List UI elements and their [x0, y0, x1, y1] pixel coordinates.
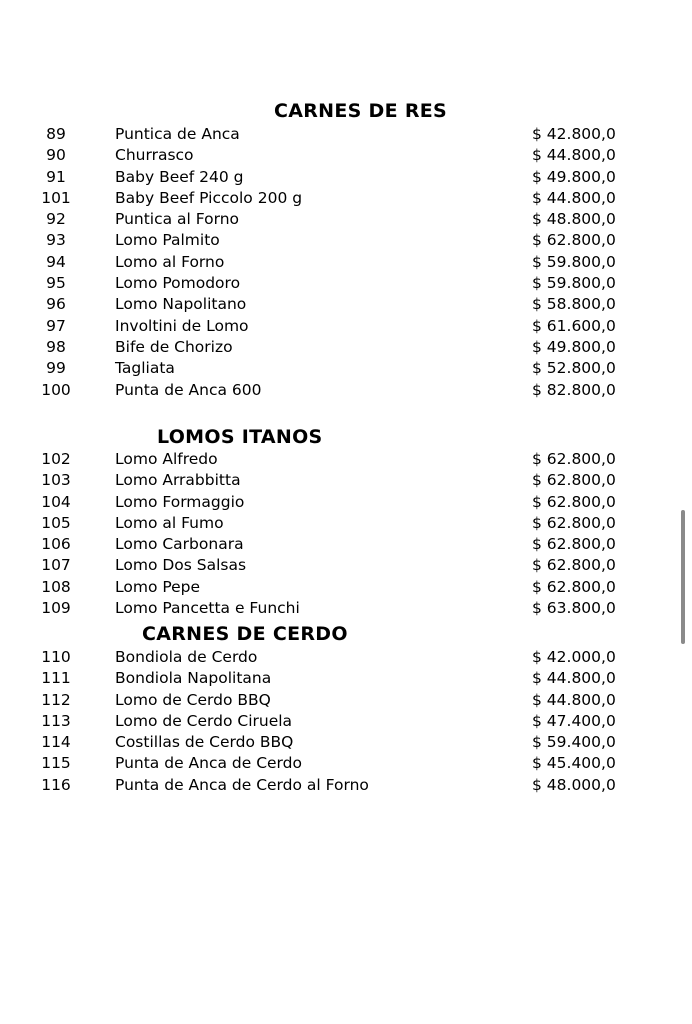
item-price: $ 44.800,0: [532, 690, 616, 709]
item-price: $ 62.800,0: [532, 231, 616, 250]
vertical-scrollbar[interactable]: [681, 510, 685, 644]
item-list: [0, 124, 692, 401]
item-name: Puntica al Forno: [115, 210, 240, 229]
item-price: $ 62.800,0: [532, 492, 616, 511]
item-name: Lomo Formaggio: [115, 492, 245, 511]
item-number: 93: [46, 231, 66, 250]
menu-item: [0, 188, 692, 209]
item-number: 116: [41, 775, 71, 794]
item-price: $ 49.800,0: [532, 167, 616, 186]
item-number: 89: [46, 125, 66, 143]
item-number: 99: [46, 359, 66, 378]
item-name: Lomo Napolitano: [115, 295, 247, 314]
menu-item: [0, 513, 692, 534]
item-number: 91: [46, 167, 66, 186]
item-number: 111: [41, 669, 71, 688]
menu-item: [0, 145, 692, 166]
item-number: 95: [46, 274, 66, 293]
item-number: 105: [41, 513, 71, 532]
item-price: $ 59.800,0: [532, 274, 616, 293]
item-name: Lomo Pepe: [115, 577, 201, 596]
item-number: 97: [46, 316, 66, 335]
item-price: $ 62.800,0: [532, 513, 616, 532]
item-name: Bondiola Napolitana: [115, 669, 272, 688]
item-number: 92: [46, 210, 66, 229]
menu-item: [0, 711, 692, 732]
item-price: $ 62.800,0: [532, 556, 616, 575]
item-number: 102: [41, 450, 71, 468]
item-price: $ 59.400,0: [532, 733, 616, 752]
menu-item: [0, 470, 692, 491]
section-title: CARNES DE CERDO: [142, 623, 348, 645]
menu-item: [0, 273, 692, 294]
item-price: $ 48.800,0: [532, 210, 616, 229]
item-list: [0, 647, 692, 796]
item-name: Lomo al Fumo: [115, 513, 224, 532]
item-number: 115: [41, 754, 71, 773]
item-number: 104: [41, 492, 71, 511]
item-number: 101: [41, 188, 71, 207]
item-price: $ 42.800,0: [532, 125, 616, 143]
menu-item: [0, 534, 692, 555]
item-number: 113: [41, 711, 71, 730]
item-price: $ 62.800,0: [532, 577, 616, 596]
item-list: [0, 449, 692, 619]
item-price: $ 45.400,0: [532, 754, 616, 773]
item-price: $ 44.800,0: [532, 669, 616, 688]
item-number: 100: [41, 380, 71, 399]
item-number: 108: [41, 577, 71, 596]
item-name: Involtini de Lomo: [115, 316, 249, 335]
menu-item: [0, 598, 692, 619]
menu-item: [0, 209, 692, 230]
menu-item: [0, 753, 692, 774]
menu-item: [0, 492, 692, 513]
menu-item: [0, 252, 692, 273]
menu-item: [0, 380, 692, 401]
item-price: $ 62.800,0: [532, 450, 616, 468]
item-name: Bife de Chorizo: [115, 337, 233, 356]
item-name: Lomo Pancetta e Funchi: [115, 599, 300, 618]
menu-item: [0, 449, 692, 470]
item-number: 107: [41, 556, 71, 575]
item-price: $ 59.800,0: [532, 252, 616, 271]
menu-item: [0, 732, 692, 753]
menu-item: [0, 294, 692, 315]
item-name: Tagliata: [115, 359, 175, 378]
item-price: $ 61.600,0: [532, 316, 616, 335]
item-price: $ 63.800,0: [532, 599, 616, 618]
menu-item: [0, 167, 692, 188]
menu-item: [0, 337, 692, 358]
menu-item: [0, 316, 692, 337]
item-name: Lomo Pomodoro: [115, 274, 241, 293]
item-name: Lomo Arrabbitta: [115, 471, 241, 490]
item-price: $ 47.400,0: [532, 711, 616, 730]
item-price: $ 82.800,0: [532, 380, 616, 399]
item-number: 94: [46, 252, 66, 271]
item-name: Punta de Anca de Cerdo: [115, 754, 302, 773]
item-name: Lomo Carbonara: [115, 535, 244, 554]
item-name: Lomo de Cerdo Ciruela: [115, 711, 293, 730]
item-name: Lomo al Forno: [115, 252, 225, 271]
item-name: Lomo Palmito: [115, 231, 220, 250]
item-number: 110: [41, 648, 71, 666]
menu-item: [0, 230, 692, 251]
menu-item: [0, 668, 692, 689]
menu-item: [0, 124, 692, 145]
menu-item: [0, 555, 692, 576]
item-price: $ 62.800,0: [532, 535, 616, 554]
item-number: 98: [46, 337, 66, 356]
item-price: $ 52.800,0: [532, 359, 616, 378]
item-number: 114: [41, 733, 71, 752]
menu-item: [0, 775, 692, 796]
item-price: $ 58.800,0: [532, 295, 616, 314]
item-number: 112: [41, 690, 71, 709]
menu-item: [0, 358, 692, 379]
menu-item: [0, 690, 692, 711]
item-name: Puntica de Anca: [115, 125, 240, 143]
item-name: Lomo de Cerdo BBQ: [115, 690, 271, 709]
item-price: $ 62.800,0: [532, 471, 616, 490]
item-price: $ 44.800,0: [532, 146, 616, 165]
item-number: 96: [46, 295, 66, 314]
item-price: $ 42.000,0: [532, 648, 616, 666]
section-title: CARNES DE RES: [274, 100, 448, 122]
item-price: $ 48.000,0: [532, 775, 616, 794]
menu-item: [0, 577, 692, 598]
item-name: Baby Beef Piccolo 200 g: [115, 188, 303, 207]
item-number: 106: [41, 535, 71, 554]
item-name: Lomo Alfredo: [115, 450, 218, 468]
item-price: $ 49.800,0: [532, 337, 616, 356]
item-name: Punta de Anca 600: [115, 380, 262, 399]
item-name: Punta de Anca de Cerdo al Forno: [115, 775, 369, 794]
item-name: Lomo Dos Salsas: [115, 556, 247, 575]
item-name: Churrasco: [115, 146, 194, 165]
item-name: Baby Beef 240 g: [115, 167, 244, 186]
item-name: Bondiola de Cerdo: [115, 648, 258, 666]
item-number: 103: [41, 471, 71, 490]
section-title: LOMOS ITANOS: [157, 426, 323, 448]
item-number: 90: [46, 146, 66, 165]
item-name: Costillas de Cerdo BBQ: [115, 733, 294, 752]
item-price: $ 44.800,0: [532, 188, 616, 207]
menu-item: [0, 647, 692, 668]
item-number: 109: [41, 599, 71, 618]
